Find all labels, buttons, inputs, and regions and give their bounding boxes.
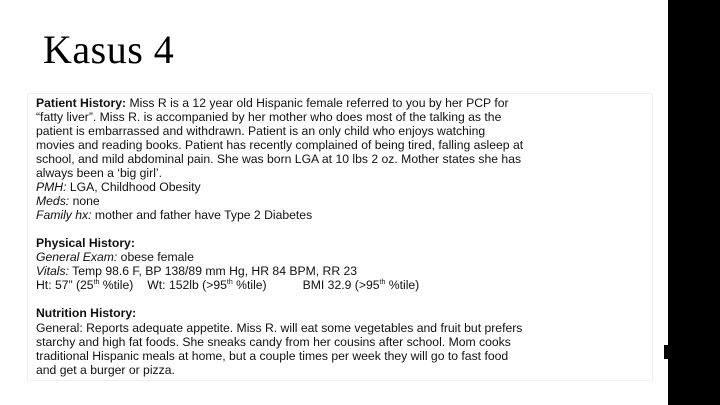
bmi-value	[303, 278, 420, 292]
patient-history-text: Miss R is a 12 year old Hispanic female referred to you by her PCP for	[126, 96, 509, 110]
general-exam-line	[36, 250, 194, 265]
weight-value	[147, 278, 266, 292]
family-history-value: mother and father have Type 2 Diabetes	[91, 208, 313, 222]
nutrition-history-heading: Nutrition History:	[36, 306, 137, 320]
patient-history-line-4: movies and reading books. Patient has recently complained of being tired, falling asleep at	[36, 138, 524, 152]
weight-tail: %tile)	[232, 278, 267, 292]
nutrition-history-line-2: starchy and high fat foods. She sneaks candy from her cousins after school. Mom cooks	[36, 335, 511, 349]
vitals-line	[36, 264, 357, 279]
nutrition-history-line-3: traditional Hispanic meals at home, but a couple times per week they will go to fast food	[36, 349, 509, 363]
slide-title: Kasus 4	[43, 27, 175, 72]
bmi-tail: %tile)	[385, 278, 420, 292]
meds-value: none	[69, 194, 100, 208]
nutrition-history-line-4: and get a burger or pizza.	[36, 363, 175, 377]
patient-history-line-1	[36, 96, 509, 111]
height-text: Ht: 57” (25	[36, 278, 94, 292]
family-history-line	[36, 208, 312, 223]
vitals-value: Temp 98.6 F, BP 138/89 mm Hg, HR 84 BPM, RR 23	[68, 264, 358, 278]
weight-sup: th	[226, 278, 233, 286]
pmh-value: LGA, Childhood Obesity	[66, 180, 201, 194]
patient-history-line-5: school, and mild abdominal pain. She was born LGA at 10 lbs 2 oz. Mother states she has	[36, 152, 522, 166]
height-value	[36, 278, 133, 292]
height-tail: %tile)	[99, 278, 134, 292]
patient-history-line-2: “fatty liver”. Miss R. is accompanied by her mother who does most of the talking as the	[36, 110, 502, 124]
weight-text: Wt: 152lb (>95	[147, 278, 227, 292]
meds-line	[36, 194, 100, 209]
accent-mark	[664, 345, 668, 359]
height-sup: th	[93, 278, 100, 286]
general-exam-label: General Exam:	[36, 250, 118, 264]
pmh-label: PMH:	[36, 180, 67, 194]
general-exam-value: obese female	[117, 250, 194, 264]
bmi-sup: th	[379, 278, 386, 286]
vitals-label: Vitals:	[36, 264, 69, 278]
right-sidebar-bar	[668, 0, 720, 405]
patient-history-heading: Patient History:	[36, 96, 127, 110]
pmh-line	[36, 180, 201, 195]
meds-label: Meds:	[36, 194, 70, 208]
patient-history-line-3: patient is embarrassed and withdrawn. Patient is an only child who enjoys watching	[36, 124, 486, 138]
patient-history-line-6: always been a ‘big girl’.	[36, 166, 163, 180]
physical-history-heading: Physical History:	[36, 236, 135, 250]
bmi-text: BMI 32.9 (>95	[302, 278, 380, 292]
family-history-label: Family hx:	[36, 208, 92, 222]
measurements-line	[36, 278, 419, 293]
nutrition-history-line-1: General: Reports adequate appetite. Miss R. will eat some vegetables and fruit but prefers	[36, 321, 523, 335]
